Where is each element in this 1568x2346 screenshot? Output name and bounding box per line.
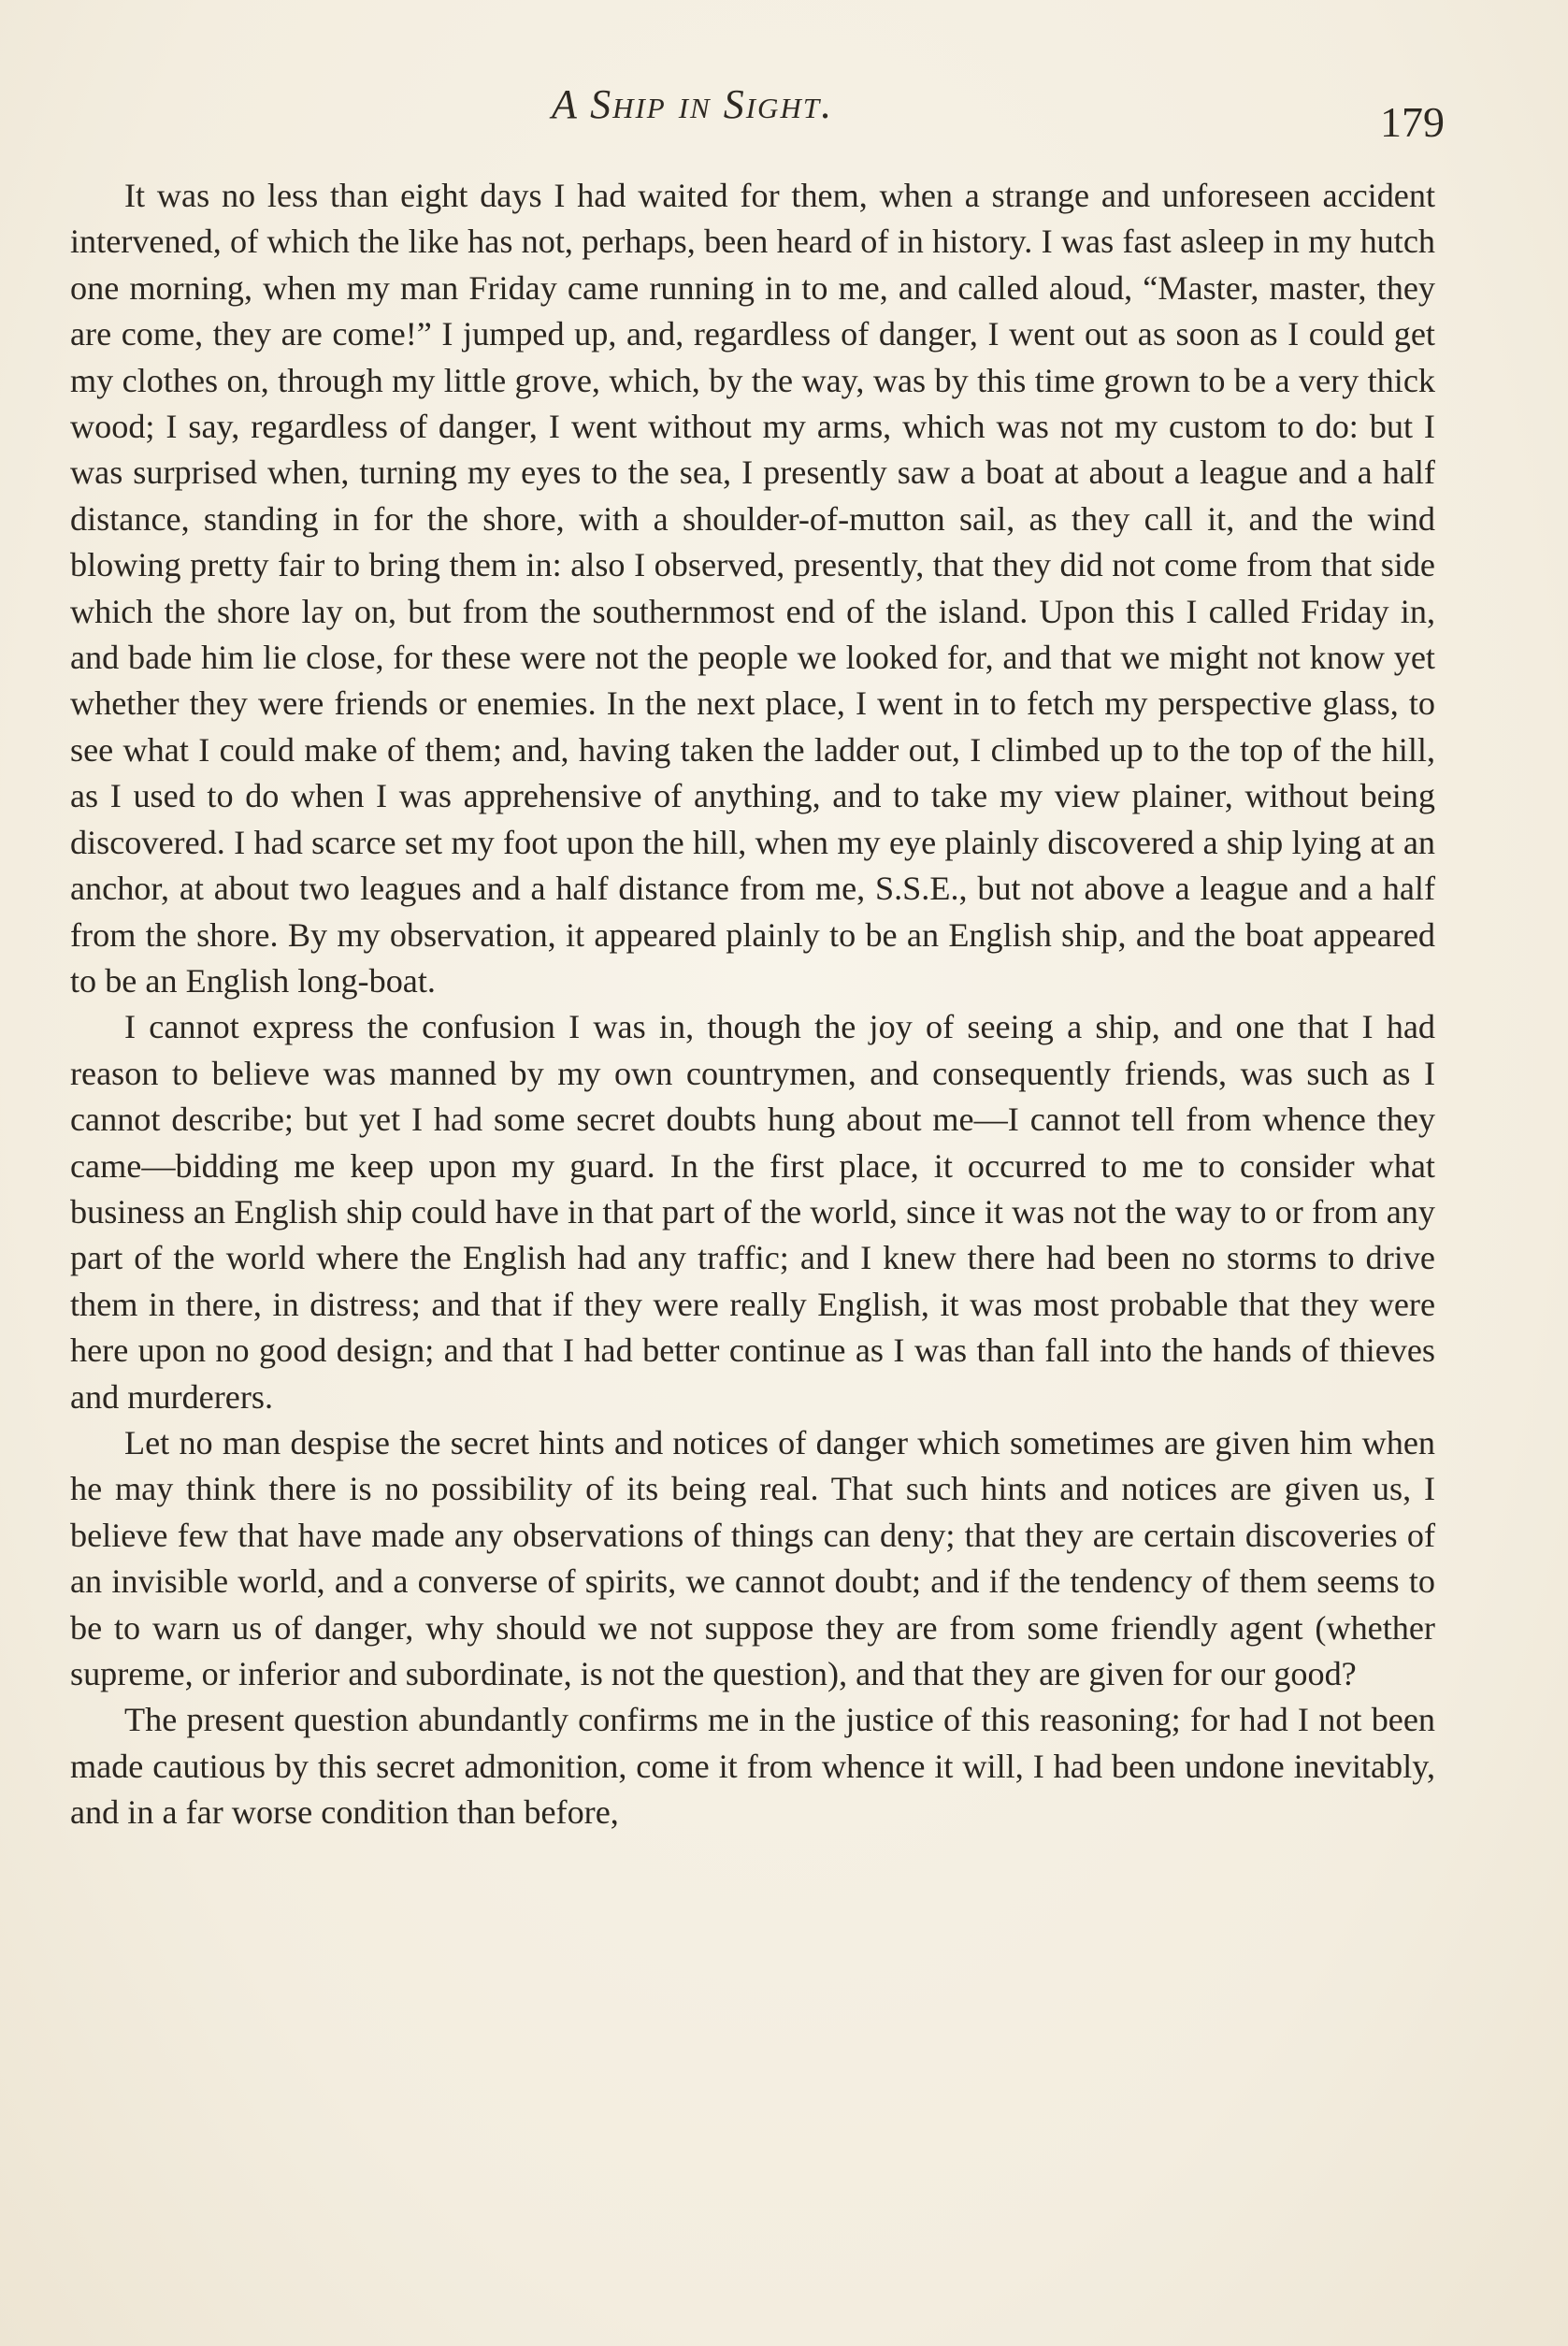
running-head — [0, 80, 1568, 146]
body-text — [70, 173, 1435, 1836]
paragraph-3: Let no man despise the secret hints and notices of danger which sometimes are given him when he may think there is no possibility of its being real. That such hints and notices are given us, I believe few that have made any observations of things can deny; that they are certain discoveries of an invisible world, and a converse of spirits, we cannot doubt; and if the tendency of them seems to be to warn us of danger, why should we not suppose they are from some friendly agent (whether supreme, or inferior and subordinate, is not the question), and that they are given for our good? — [70, 1423, 1435, 1692]
page-number: 179 — [1380, 98, 1445, 146]
paragraph-4: The present question abundantly confirms me in the justice of this reasoning; for had I not been made cautious by this secret admonition, come it from whence it will, I had been undone inevitably, and in a far worse condition than before, — [70, 1701, 1435, 1832]
running-title: A Ship in Sight. — [552, 81, 834, 127]
paragraph-2: I cannot express the confusion I was in, though the joy of seeing a ship, and one that I had reason to believe was manned by my own countrymen, and consequently friends, was such as I cannot describe; but yet I had some secret doubts hung about me—I cannot tell from whence they came—bidding me keep upon my guard. In the first place, it occurred to me to consider what business an English ship could have in that part of the world, since it was not the way to or from any part of the world where the English had any traffic; and I knew there had been no storms to drive them in there, in distress; and that if they were really English, it was most probable that they were here upon no good design; and that I had better continue as I was than fall into the hands of thieves and murderers. — [70, 1008, 1435, 1416]
paragraph-1: It was no less than eight days I had waited for them, when a strange and unforeseen accident intervened, of which the like has not, perhaps, been heard of in history. I was fast asleep in my hutch one morning, when my man Friday came running in to me, and called aloud, “Master, master, they are come, they are come!” I jumped up, and, regardless of danger, I went out as soon as I could get my clothes on, through my little grove, which, by the way, was by this time grown to be a very thick wood; I say, regardless of danger, I went without my arms, which was not my custom to do: but I was surprised when, turning my eyes to the sea, I presently saw a boat at about a league and a half distance, standing in for the shore, with a shoulder-of-mutton sail, as they call it, and the wind blowing pretty fair to bring them in: also I observed, presently, that they did not come from that side which the shore lay on, but from the southernmost end of the island. Upon this I called Friday in, and bade him lie close, for these were not the people we looked for, and that we might not know yet whether they were friends or enemies. In the next place, I went in to fetch my perspective glass, to see what I could make of them; and, having taken the ladder out, I climbed up to the top of the hill, as I used to do when I was apprehensive of anything, and to take my view plainer, without being discovered. I had scarce set my foot upon the hill, when my eye plainly discovered a ship lying at an anchor, at about two leagues and a half distance from me, S.S.E., but not above a league and a half from the shore. By my observation, it appeared plainly to be an English ship, and the boat appeared to be an English long-boat. — [70, 177, 1435, 1000]
